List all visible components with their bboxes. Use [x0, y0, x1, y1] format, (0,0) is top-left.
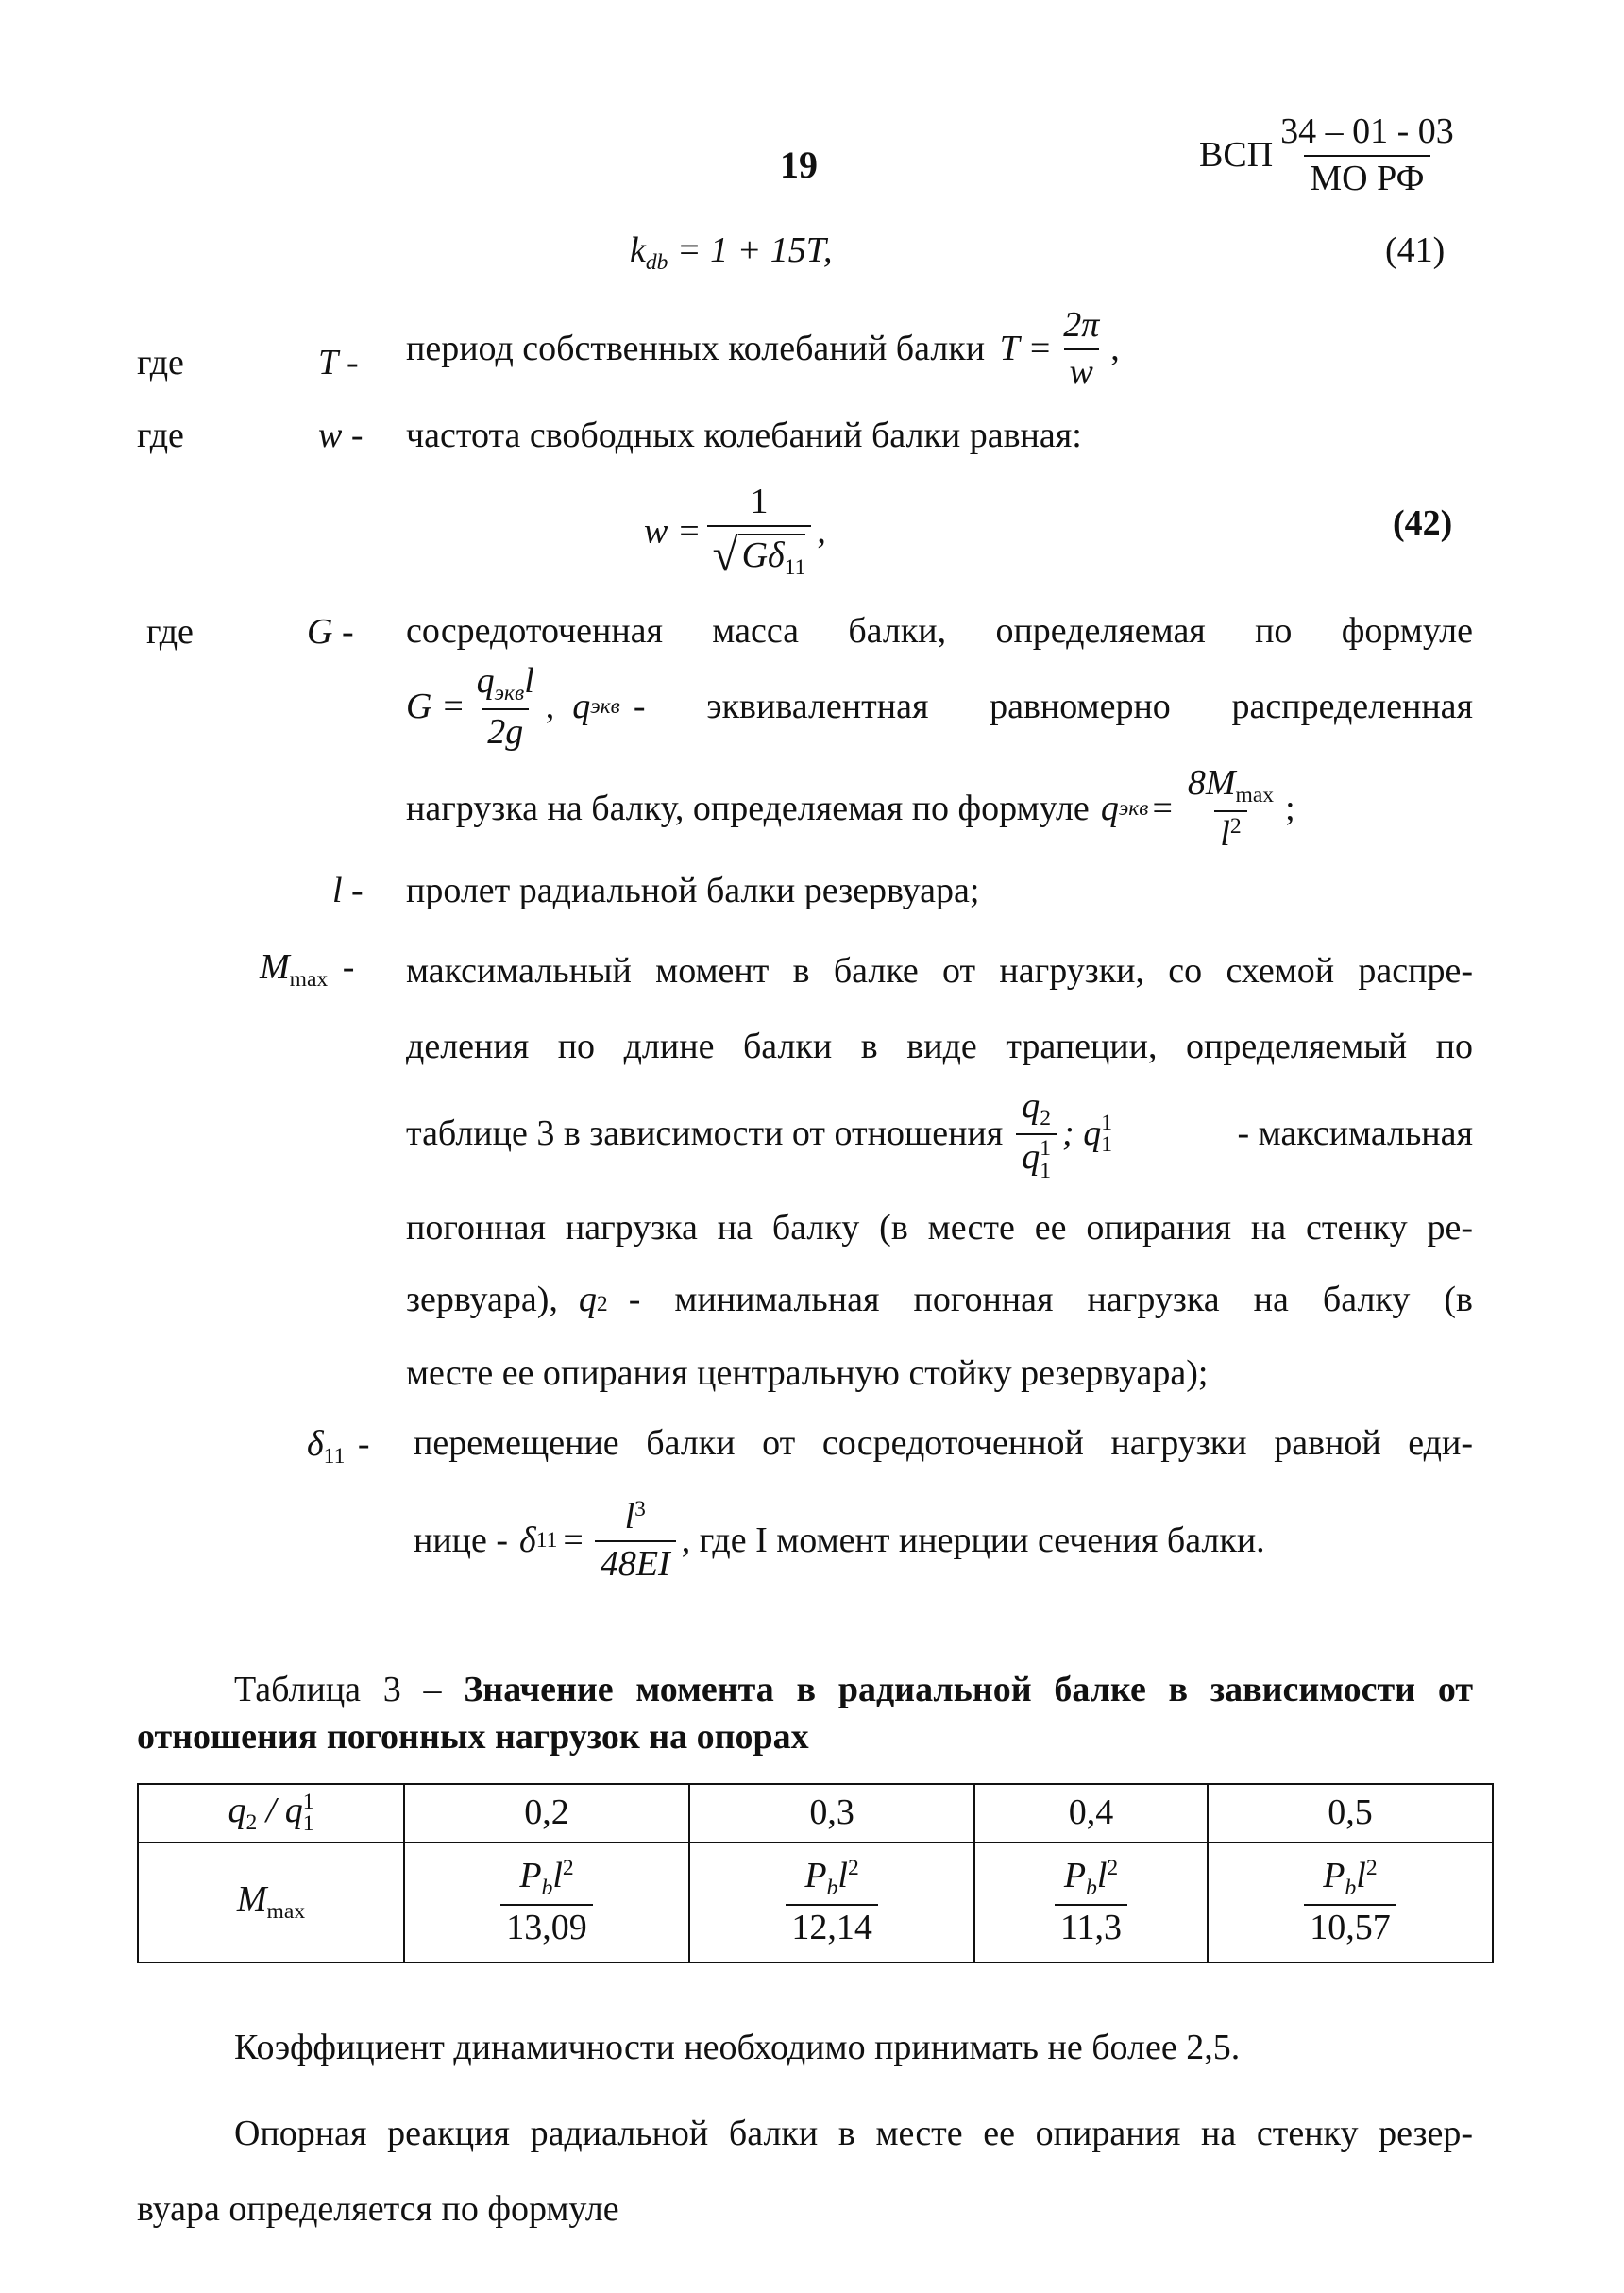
t-formula-end: ,: [1110, 328, 1120, 368]
t-formula-lhs: T =: [999, 328, 1053, 368]
hdr-sub: 1: [302, 1811, 314, 1837]
mmax-line2: деления по длине балки в виде трапеции, определяемый по: [406, 1027, 1473, 1066]
cell-p: P: [1323, 1856, 1345, 1896]
mmax-line3-tail: - максимальная: [1237, 1113, 1473, 1154]
document-code-top: 34 – 01 - 03: [1280, 111, 1454, 151]
cell-denominator: 10,57: [1304, 1904, 1396, 1949]
table-caption-title: Значение момента в радиальной балке в зависимости от: [464, 1670, 1473, 1709]
mmax-line3: [406, 1086, 1473, 1182]
table-col-header: 0,2: [404, 1784, 689, 1843]
q-formula-den: l: [1220, 814, 1230, 855]
cell-p-sub: b: [826, 1876, 838, 1901]
q-formula-end: ;: [1285, 789, 1295, 829]
cell-l: l: [1096, 1856, 1108, 1896]
table-col-header: 0,3: [689, 1784, 974, 1843]
mmax-line4: погонная нагрузка на балку (в месте ее опирания на стенку ре-: [406, 1208, 1473, 1248]
cell-l-sup: 2: [847, 1856, 859, 1881]
delta-symbol-sub: 11: [323, 1444, 346, 1469]
table-mmax-row: [138, 1843, 1493, 1962]
q-formula-den-sup: 2: [1229, 814, 1242, 840]
mmax-line5-tail: - минимальная погонная нагрузка на балку (в: [628, 1280, 1473, 1319]
q-equiv-symbol-2: q: [1100, 789, 1119, 829]
delta-symbol-dash: -: [357, 1424, 370, 1464]
document-code: [1199, 111, 1465, 199]
eq42-den-sub: 11: [784, 554, 806, 580]
q-equiv-sub-2: экв: [1118, 796, 1149, 822]
cell-p-sub: b: [1345, 1876, 1357, 1901]
row-label-sub: max: [266, 1899, 306, 1925]
table-col-header: 0,4: [974, 1784, 1208, 1843]
delta-num: l: [624, 1497, 635, 1537]
hdr-q-sub: 2: [245, 1810, 258, 1836]
g-formula-q: q: [476, 661, 495, 701]
row-label-m: M: [236, 1879, 267, 1920]
ratio-num-sub: 2: [1040, 1106, 1052, 1131]
eq42-lhs: w =: [644, 511, 702, 552]
equation-41-number: (41): [1385, 230, 1446, 270]
eq41-lhs-sub: db: [645, 250, 668, 276]
g-formula-den: 2g: [482, 708, 529, 754]
delta-den: 48EI: [595, 1540, 676, 1586]
table-caption-prefix: Таблица 3 –: [234, 1670, 465, 1709]
ratio-den-q: q: [1022, 1137, 1040, 1178]
l-symbol: l -: [332, 871, 364, 910]
cell-denominator: 12,14: [786, 1904, 878, 1949]
q-equiv-sub: экв: [590, 694, 620, 720]
delta-symbol: [307, 1424, 370, 1469]
table-cell: [404, 1843, 689, 1962]
table-cell: [689, 1843, 974, 1962]
hdr-mid: / q: [257, 1790, 303, 1830]
cell-denominator: 13,09: [500, 1904, 593, 1949]
table-caption-line2: отношения погонных нагрузок на опорах: [137, 1717, 809, 1757]
delta-line1: перемещение балки от сосредоточенной нагрузки равной еди-: [414, 1423, 1473, 1463]
table-header-label: [138, 1784, 404, 1843]
table-cell: [974, 1843, 1208, 1962]
q-equiv-symbol: q: [572, 687, 591, 727]
mmax-line3-text: таблице 3 в зависимости от отношения: [406, 1113, 1004, 1154]
cell-l-sup: 2: [1365, 1856, 1378, 1881]
document-code-bottom: МО РФ: [1304, 155, 1429, 200]
cell-p-sub: b: [541, 1876, 553, 1901]
q-formula-num: 8M: [1187, 763, 1236, 803]
g-definition-line2-tail: - эквивалентная равномерно распределенная: [633, 687, 1473, 727]
document-code-prefix: ВСП: [1199, 134, 1274, 175]
ratio-den-sup: 1: [1040, 1136, 1052, 1162]
mmax-symbol-m: M: [260, 947, 290, 987]
table-header-row: [138, 1784, 1493, 1843]
mmax-symbol-sub: max: [289, 967, 329, 993]
cell-p: P: [804, 1856, 827, 1896]
q1-sup: 1: [1101, 1110, 1112, 1135]
cell-l: l: [552, 1856, 563, 1896]
table-cell: [1208, 1843, 1493, 1962]
cell-p-sub: b: [1086, 1876, 1097, 1901]
delta-num-sup: 3: [634, 1497, 646, 1522]
eq42-den: [707, 525, 812, 583]
equation-42-number: (42): [1393, 503, 1453, 543]
q2-symbol: q: [578, 1280, 597, 1319]
ratio-den-sub: 1: [1040, 1158, 1052, 1183]
delta-eq: =: [563, 1520, 584, 1560]
g-formula-q-sub: экв: [494, 681, 525, 706]
table-col-header: 0,5: [1208, 1784, 1493, 1843]
cell-p: P: [1063, 1856, 1087, 1896]
t-formula-num: 2π: [1063, 305, 1100, 345]
mmax-line6: месте ее опирания центральную стойку резервуара);: [406, 1353, 1209, 1393]
q1-symbol: ; q: [1062, 1113, 1102, 1154]
mmax-line5: [406, 1280, 1473, 1321]
eq42-num: 1: [750, 482, 769, 521]
cell-l-sup: 2: [1107, 1856, 1119, 1881]
eq41-lhs: k: [630, 230, 646, 270]
w-symbol: w -: [318, 416, 364, 455]
where-label-1: где: [137, 343, 184, 382]
g-formula-l: l: [524, 661, 534, 701]
mmax-symbol: [260, 947, 354, 993]
delta-line2-start: нице -: [414, 1520, 509, 1560]
page-number: 19: [780, 144, 818, 186]
cell-l: l: [837, 1856, 848, 1896]
ratio-num-q: q: [1022, 1086, 1040, 1126]
closing-paragraph-2-line2: вуара определяется по формуле: [137, 2189, 619, 2229]
eq42-end: ,: [817, 511, 826, 552]
eq41-rhs: = 1 + 15T,: [668, 230, 833, 270]
delta-line2-tail: , где I момент инерции сечения балки.: [681, 1520, 1265, 1560]
mmax-line1: максимальный момент в балке от нагрузки, со схемой распре-: [406, 951, 1473, 991]
w-definition: частота свободных колебаний балки равная:: [406, 416, 1082, 455]
t-definition: [406, 305, 1120, 393]
delta-lhs-sub: 11: [535, 1528, 558, 1554]
delta-line2: [414, 1497, 1265, 1585]
eq42-den-text: Gδ: [741, 535, 785, 575]
table-row-label: [138, 1843, 404, 1962]
delta-lhs: δ: [519, 1520, 536, 1560]
t-formula-den: w: [1064, 348, 1099, 394]
where-label-2: где: [137, 416, 184, 455]
closing-paragraph-2-line1: Опорная реакция радиальной балки в месте ее опирания на стенку резер-: [234, 2114, 1473, 2153]
moment-table: [137, 1783, 1494, 1963]
g-definition-line3: нагрузка на балку, определяемая по формуле q экв = $\frac{8M_{max}}{l^2}$ ;: [406, 763, 1295, 855]
t-definition-text: период собственных колебаний балки: [406, 328, 986, 368]
cell-p: P: [519, 1856, 542, 1896]
hdr-sup: 1: [302, 1789, 314, 1814]
mmax-line5-start: зервуара),: [406, 1280, 558, 1319]
q2-sub: 2: [596, 1292, 608, 1316]
g-symbol: G -: [307, 612, 354, 652]
t-symbol: T -: [318, 343, 359, 382]
q1-sub: 1: [1101, 1132, 1112, 1158]
equation-41: [630, 230, 833, 276]
g-definition-line3-text: нагрузка на балку, определяемая по формуле: [406, 789, 1090, 829]
g-definition-line2: G = $\frac{q_{экв}l}{2g}$ , q экв - эквивалентная равномерно распределенная: [406, 661, 1473, 753]
g-definition-line1: сосредоточенная масса балки, определяемая по формуле: [406, 611, 1473, 651]
delta-symbol-d: δ: [307, 1424, 324, 1464]
q-formula-num-sub: max: [1235, 783, 1275, 808]
equation-42: [644, 482, 826, 583]
g-formula-lhs: G =: [406, 687, 465, 727]
cell-l: l: [1356, 1856, 1366, 1896]
hdr-q: q: [228, 1790, 246, 1830]
closing-paragraph-1: Коэффициент динамичности необходимо принимать не более 2,5.: [234, 2028, 1241, 2067]
l-definition: пролет радиальной балки резервуара;: [406, 871, 980, 910]
cell-denominator: 11,3: [1055, 1904, 1127, 1949]
table-caption-line1: [234, 1670, 1473, 1711]
sqrt-sign: √: [712, 528, 738, 581]
cell-l-sup: 2: [562, 1856, 574, 1881]
mmax-symbol-dash: -: [342, 947, 355, 987]
where-label-3: где: [146, 612, 194, 652]
